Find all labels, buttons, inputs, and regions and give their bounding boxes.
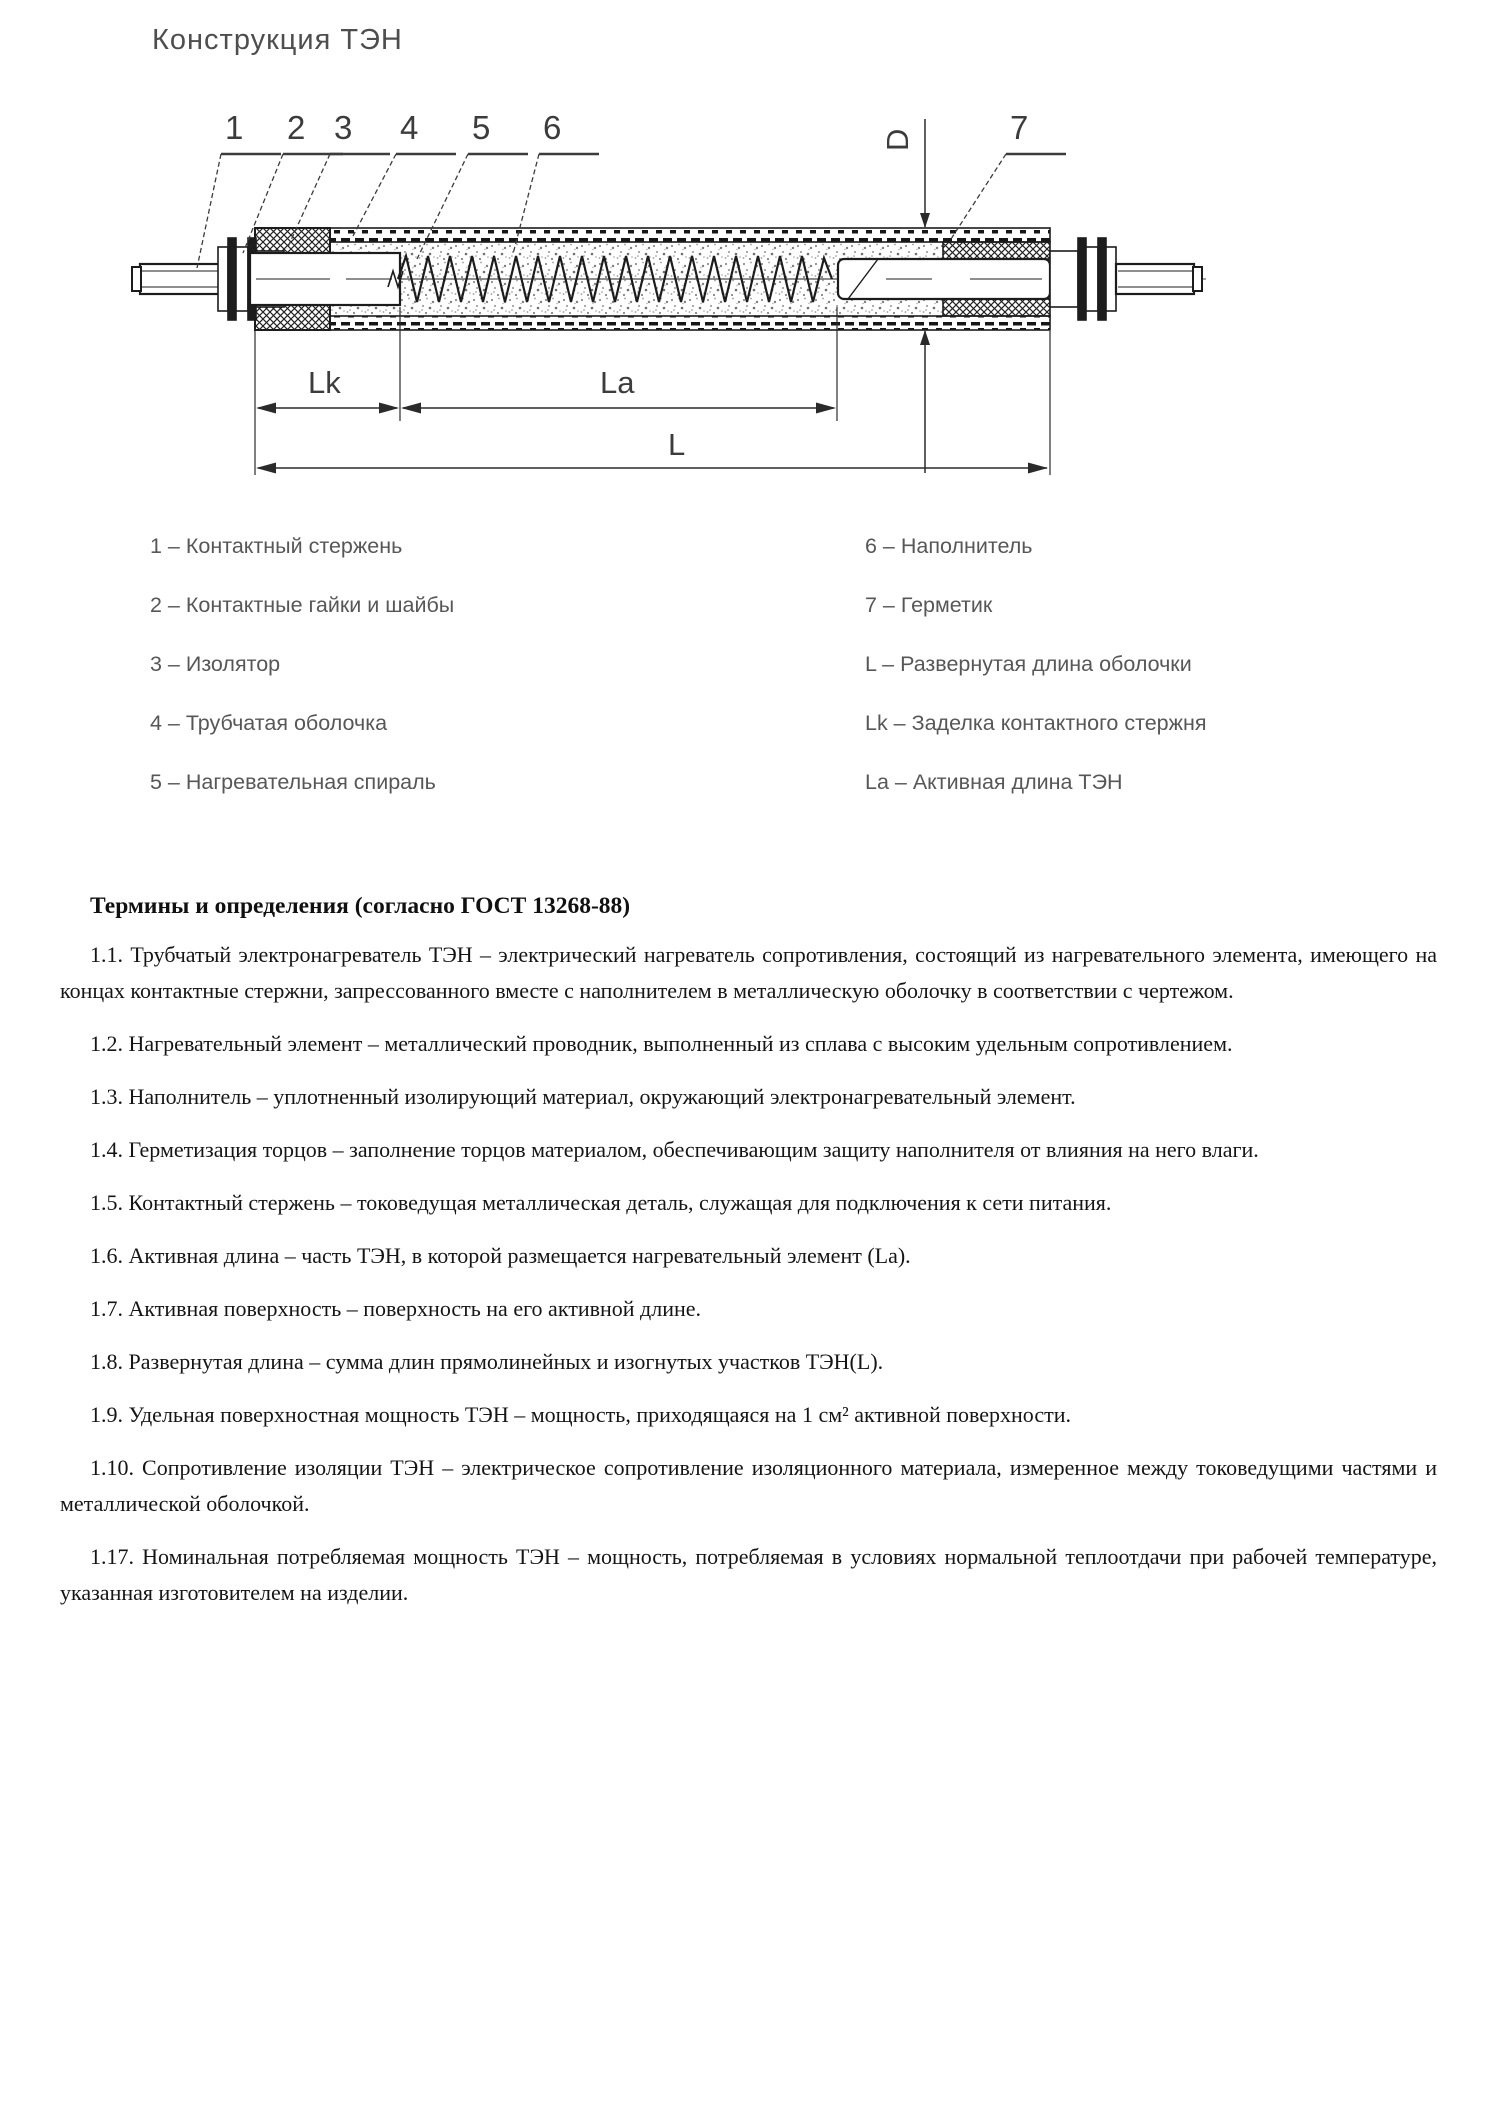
left-contact-rod: [140, 264, 220, 294]
term-paragraph-1-17: 1.17. Номинальная потребляемая мощность ТЭН – мощность, потребляемая в условиях нормальной теплоотдачи при рабочей температуре, указанная изготовителем на изделии.: [60, 1544, 1437, 1605]
term-paragraph-1-5: 1.5. Контактный стержень – токоведущая металлическая деталь, служащая для подключения к сети питания.: [90, 1190, 1112, 1215]
diagram-drawing: [132, 228, 1206, 330]
term-paragraph-1-10: 1.10. Сопротивление изоляции ТЭН – электрическое сопротивление изоляционного материала, измеренное между токоведущими частями и металлической оболочкой.: [60, 1455, 1437, 1516]
legend-item-7: 7 – Герметик: [865, 593, 993, 617]
callout-3-label: 3: [334, 109, 353, 146]
legend-item-2: 2 – Контактные гайки и шайбы: [150, 593, 455, 617]
legend-item-1: 1 – Контактный стержень: [150, 534, 403, 558]
drawing-title: Конструкция ТЭН: [152, 24, 403, 56]
term-paragraph-1-3: 1.3. Наполнитель – уплотненный изолирующий материал, окружающий электронагревательный элемент.: [90, 1084, 1076, 1109]
dimension-lk-label: Lk: [308, 365, 341, 400]
callout-1-label: 1: [225, 109, 244, 146]
legend-item-4: 4 – Трубчатая оболочка: [150, 711, 388, 735]
callout-6-label: 6: [543, 109, 562, 146]
right-seal-top: [943, 242, 1050, 259]
legend-item-3: 3 – Изолятор: [150, 652, 281, 676]
diagram-legend: [150, 534, 1437, 795]
dimension-l-label: L: [668, 427, 686, 462]
tube-bottom-wall: [330, 316, 1050, 330]
legend-left-column: [150, 534, 865, 795]
term-paragraph-1-1: 1.1. Трубчатый электронагреватель ТЭН – электрический нагреватель сопротивления, состоящий из нагревательного элемента, имеющего на концах контактные стержни, запрессованного вместе с наполнителем в металлическую оболочку в соответствии с чертежом.: [60, 942, 1437, 1003]
dimension-lines: [255, 307, 1050, 475]
callout-5-label: 5: [472, 109, 491, 146]
terms-section: [60, 893, 1437, 1611]
legend-right-column: [865, 534, 1207, 795]
dimension-d-label: D: [880, 128, 915, 151]
term-paragraph-1-8: 1.8. Развернутая длина – сумма длин прямолинейных и изогнутых участков ТЭН(L).: [90, 1349, 884, 1374]
right-seal-bottom: [943, 299, 1050, 316]
term-paragraph-1-6: 1.6. Активная длина – часть ТЭН, в которой размещается нагревательный элемент (La).: [90, 1243, 911, 1268]
legend-item-La: La – Активная длина ТЭН: [865, 770, 1123, 794]
tube-top-wall: [330, 228, 1050, 242]
legend-item-Lk: Lk – Заделка контактного стержня: [865, 711, 1207, 735]
callout-7-label: 7: [1010, 109, 1029, 146]
term-paragraph-1-7: 1.7. Активная поверхность – поверхность на его активной длине.: [90, 1296, 702, 1321]
ten-construction-diagram: [130, 81, 1210, 481]
term-paragraph-1-9: 1.9. Удельная поверхностная мощность ТЭН – мощность, приходящаяся на 1 см² активной поверхности.: [90, 1402, 1071, 1427]
term-paragraph-1-4: 1.4. Герметизация торцов – заполнение торцов материалом, обеспечивающим защиту наполнителя от влияния на него влаги.: [90, 1137, 1259, 1162]
term-paragraph-1-2: 1.2. Нагревательный элемент – металлический проводник, выполненный из сплава с высоким удельным сопротивлением.: [90, 1031, 1233, 1056]
legend-item-5: 5 – Нагревательная спираль: [150, 770, 436, 794]
right-nut-stack: [1050, 238, 1116, 320]
terms-heading: Термины и определения (согласно ГОСТ 13268-88): [90, 893, 631, 919]
callout-2-label: 2: [287, 109, 306, 146]
legend-item-6: 6 – Наполнитель: [865, 534, 1033, 558]
legend-item-L: L – Развернутая длина оболочки: [865, 652, 1192, 676]
dimension-la-label: La: [600, 365, 635, 400]
right-contact-rod: [1116, 264, 1194, 294]
callout-4-label: 4: [400, 109, 419, 146]
diagram-container: [130, 81, 1437, 486]
